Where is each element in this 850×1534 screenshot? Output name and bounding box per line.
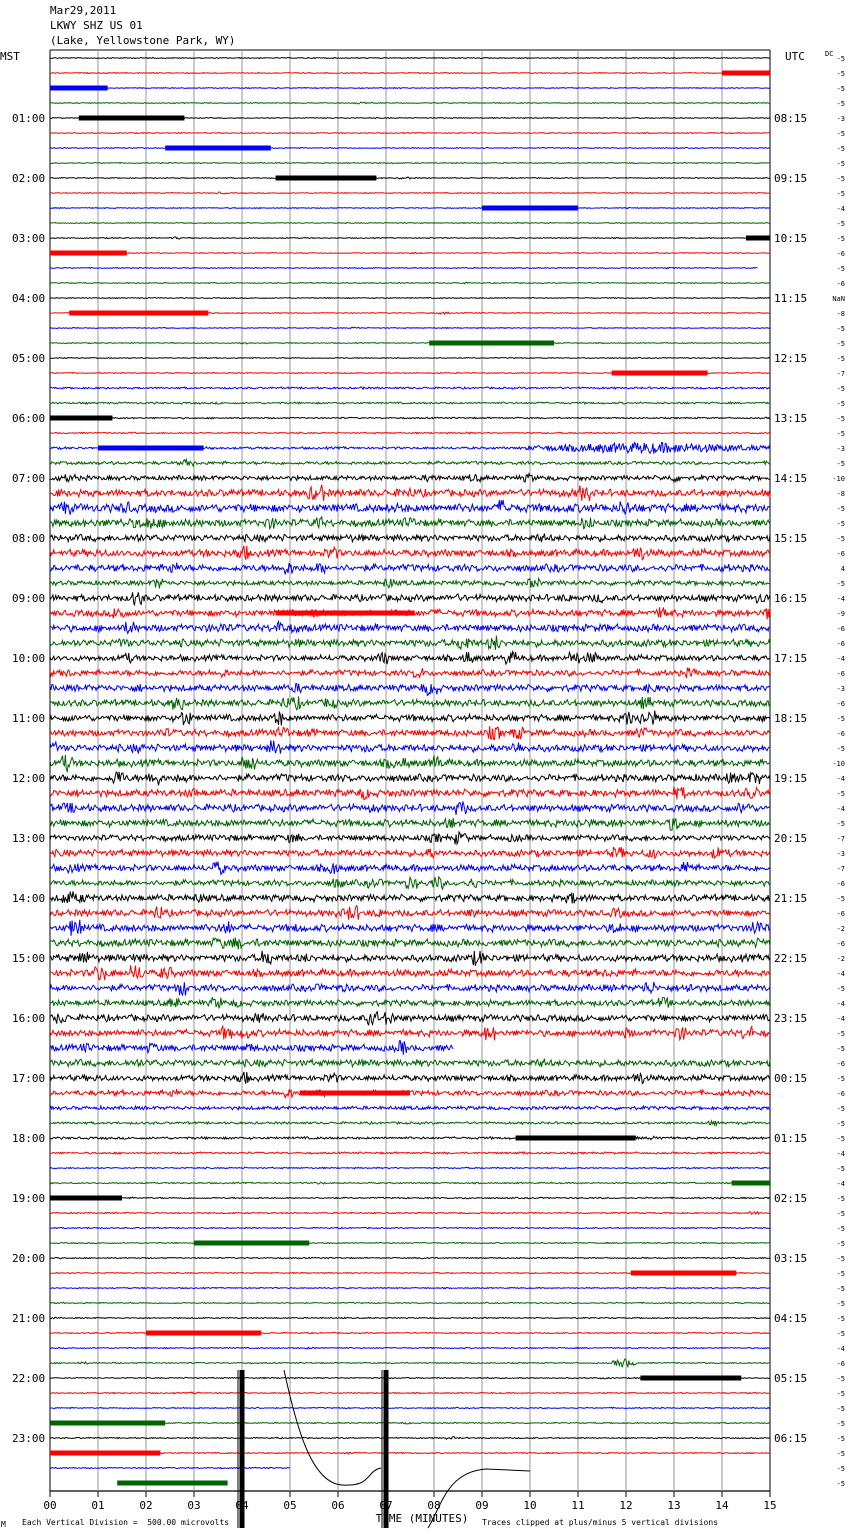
dc-offset-value: -5	[836, 130, 845, 138]
mst-hour-label: 08:00	[12, 532, 46, 545]
corner-mark: M	[1, 1520, 6, 1529]
seismic-trace	[50, 696, 770, 709]
dc-offset-value: -5	[836, 1255, 845, 1263]
station-code: LKWY SHZ US 01	[50, 19, 143, 32]
dc-offset-value: -5	[836, 1120, 845, 1128]
seismic-trace	[50, 563, 770, 575]
calibration-pulse	[50, 1421, 165, 1426]
seismic-trace	[50, 1121, 770, 1126]
mst-hour-label: 09:00	[12, 592, 46, 605]
dc-offset-value: -5	[836, 790, 845, 798]
seismic-trace	[50, 786, 770, 799]
seismic-trace	[50, 1302, 770, 1303]
x-axis-title: TIME (MINUTES)	[375, 1512, 469, 1525]
utc-hour-label: 18:15	[774, 712, 808, 725]
dc-offset-value: -5	[836, 1045, 845, 1053]
dc-offset-value: -5	[836, 1225, 845, 1233]
seismic-trace	[50, 684, 770, 696]
utc-hour-label: 15:15	[774, 532, 808, 545]
dc-offset-value: -6	[836, 700, 845, 708]
dc-offset-value: -5	[836, 1285, 845, 1293]
dc-offset-value: -5	[836, 160, 845, 168]
utc-hour-label: 02:15	[774, 1192, 808, 1205]
dc-offset-value: -5	[836, 1315, 845, 1323]
seismic-trace	[50, 459, 770, 466]
x-tick-label: 08	[427, 1499, 441, 1512]
dc-offset-value: -5	[836, 820, 845, 828]
calibration-pulse	[165, 146, 271, 151]
dc-offset-value: -5	[836, 145, 845, 153]
seismic-trace	[50, 1227, 770, 1228]
dc-offset-value: -5	[836, 535, 845, 543]
dc-offset-value: -4	[836, 205, 845, 213]
dc-offset-value: -5	[836, 55, 845, 63]
utc-hour-label: 16:15	[774, 592, 808, 605]
dc-offset-value: -4	[836, 595, 845, 603]
seismic-trace	[50, 485, 770, 501]
record-date: Mar29,2011	[50, 4, 117, 17]
x-tick-label: 13	[667, 1499, 681, 1512]
dc-offset-value: -3	[836, 850, 845, 858]
dc-offset-value: -5	[836, 415, 845, 423]
seismic-traces	[50, 58, 770, 1529]
x-tick-label: 02	[139, 1499, 153, 1512]
mst-hour-label: 17:00	[12, 1072, 46, 1085]
seismic-trace	[50, 1167, 770, 1169]
seismic-trace	[50, 327, 770, 328]
seismic-trace	[50, 832, 770, 845]
dc-offset-value: -5	[836, 1465, 845, 1473]
dc-offset-value: -4	[836, 655, 845, 663]
dc-offset-value: -6	[836, 910, 845, 918]
x-tick-label: 12	[619, 1499, 633, 1512]
mst-hour-label: 05:00	[12, 352, 46, 365]
seismic-trace	[50, 772, 770, 786]
seismic-trace	[50, 357, 770, 358]
dc-offset-value: -8	[836, 310, 845, 318]
seismic-trace	[50, 847, 770, 858]
dc-offset-value: -5	[836, 1420, 845, 1428]
division-scale-note: Each Vertical Division = 500.00 microvolts	[22, 1518, 230, 1527]
dc-offset-value: -10	[832, 475, 845, 483]
drift-curve	[284, 1370, 530, 1528]
dc-offset-value: -5	[836, 235, 845, 243]
dc-offset-value: -10	[832, 760, 845, 768]
dc-offset-value: -5	[836, 190, 845, 198]
dc-offset-value: -5	[836, 1375, 845, 1383]
dc-offset-value: -7	[836, 370, 845, 378]
dc-offset-value: -5	[836, 985, 845, 993]
utc-hour-label: 23:15	[774, 1012, 808, 1025]
seismic-trace	[50, 622, 770, 634]
dc-offset-value: -5	[836, 1165, 845, 1173]
seismic-trace	[50, 1012, 770, 1025]
dc-offset-value: -3	[836, 115, 845, 123]
x-tick-label: 00	[43, 1499, 57, 1512]
clip-note: Traces clipped at plus/minus 5 vertical divisions	[482, 1518, 719, 1527]
dc-offset-value: -6	[836, 1060, 845, 1068]
dc-offset-value: -6	[836, 670, 845, 678]
mst-hour-label: 12:00	[12, 772, 46, 785]
dc-offset-value: -8	[836, 490, 845, 498]
seismic-trace	[50, 1026, 770, 1040]
x-tick-label: 10	[523, 1499, 537, 1512]
utc-hour-label: 20:15	[774, 832, 808, 845]
mst-hour-label: 13:00	[12, 832, 46, 845]
seismic-trace	[50, 652, 770, 665]
seismic-trace	[50, 163, 770, 164]
calibration-pulse	[612, 371, 708, 376]
mst-hour-label: 23:00	[12, 1432, 46, 1445]
station-location: (Lake, Yellowstone Park, WY)	[50, 34, 236, 47]
mst-hour-label: 14:00	[12, 892, 46, 905]
x-tick-label: 09	[475, 1499, 489, 1512]
dc-offset-value: -5	[836, 1240, 845, 1248]
dc-offset-value: -5	[836, 100, 845, 108]
seismic-trace	[50, 891, 770, 903]
seismic-trace	[50, 1106, 770, 1110]
dc-offset-value: NaN	[832, 295, 845, 303]
dc-offset-value: -5	[836, 1330, 845, 1338]
seismic-trace	[50, 534, 770, 542]
calibration-pulse	[640, 1376, 741, 1381]
mst-hour-label: 16:00	[12, 1012, 46, 1025]
seismic-trace	[50, 1242, 770, 1243]
seismic-trace	[50, 938, 770, 950]
seismic-trace	[50, 711, 770, 726]
dc-offset-value: -4	[836, 1150, 845, 1158]
x-tick-label: 04	[235, 1499, 249, 1512]
calibration-pulse	[50, 86, 108, 91]
x-tick-label: 06	[331, 1499, 345, 1512]
utc-hour-label: 11:15	[774, 292, 808, 305]
mst-hour-label: 01:00	[12, 112, 46, 125]
seismic-trace	[50, 726, 770, 739]
dc-offset-value: -5	[836, 1405, 845, 1413]
calibration-pulse	[516, 1136, 636, 1141]
calibration-pulse	[146, 1331, 261, 1336]
seismic-trace	[50, 402, 770, 404]
seismic-trace	[50, 1437, 770, 1439]
left-timezone-label: MST	[0, 50, 20, 63]
dc-offset-value: -5	[836, 1210, 845, 1218]
seismic-trace	[50, 237, 770, 239]
calibration-pulse	[722, 71, 770, 76]
seismic-trace	[50, 636, 770, 650]
seismic-trace	[50, 343, 770, 345]
seismic-trace	[50, 1392, 770, 1394]
dc-offset-value: -6	[836, 550, 845, 558]
dc-offset-value: -4	[836, 805, 845, 813]
dc-offset-value: -5	[836, 1435, 845, 1443]
seismic-trace	[50, 417, 770, 419]
dc-offset-value: -6	[836, 640, 845, 648]
dc-offset-value: -7	[836, 835, 845, 843]
mst-hour-label: 20:00	[12, 1252, 46, 1265]
calibration-pulse	[50, 1196, 122, 1201]
dc-offset-value: -2	[836, 955, 845, 963]
dc-offset-value: -6	[836, 880, 845, 888]
dc-offset-value: -6	[836, 1090, 845, 1098]
x-tick-label: 14	[715, 1499, 729, 1512]
dc-offset-value: -4	[836, 1000, 845, 1008]
dc-offset-value: -5	[836, 70, 845, 78]
seismic-trace	[50, 1359, 770, 1368]
mst-hour-label: 21:00	[12, 1312, 46, 1325]
dc-offset-value: -6	[836, 280, 845, 288]
calibration-pulse	[79, 116, 185, 121]
seismic-trace	[50, 474, 770, 482]
dc-offset-value: -5	[836, 1270, 845, 1278]
calibration-pulse	[300, 1091, 410, 1096]
dc-offset-value: -4	[836, 1180, 845, 1188]
dc-offset-value: -5	[836, 400, 845, 408]
seismic-trace	[50, 740, 770, 753]
mst-hour-label: 02:00	[12, 172, 46, 185]
calibration-pulse	[50, 1451, 160, 1456]
dc-offset-value: -5	[836, 1300, 845, 1308]
dc-offset-value: -5	[836, 895, 845, 903]
calibration-pulse	[69, 311, 208, 316]
dc-offset-value: -5	[836, 1105, 845, 1113]
seismic-trace	[50, 207, 770, 208]
seismic-trace	[50, 1072, 770, 1084]
utc-hour-label: 10:15	[774, 232, 808, 245]
mst-hour-label: 11:00	[12, 712, 46, 725]
dc-offset-value: -6	[836, 940, 845, 948]
mst-hour-label: 04:00	[12, 292, 46, 305]
utc-hour-label: 17:15	[774, 652, 808, 665]
calibration-pulse	[276, 611, 415, 616]
calibration-pulse	[631, 1271, 737, 1276]
utc-hour-label: 00:15	[774, 1072, 808, 1085]
dc-offset-value: -5	[836, 1450, 845, 1458]
seismic-trace	[50, 1059, 770, 1067]
seismic-trace	[50, 1136, 770, 1139]
utc-hour-label: 14:15	[774, 472, 808, 485]
mst-hour-label: 19:00	[12, 1192, 46, 1205]
seismic-trace	[50, 578, 770, 588]
seismic-trace	[50, 668, 770, 679]
seismic-trace	[50, 282, 770, 284]
seismic-trace	[50, 862, 770, 875]
dc-offset-value: -5	[836, 460, 845, 468]
calibration-pulse	[117, 1481, 227, 1486]
seismic-trace	[50, 177, 770, 179]
utc-hour-label: 09:15	[774, 172, 808, 185]
calibration-pulse	[429, 341, 554, 346]
dc-offset-value: -5	[836, 715, 845, 723]
dc-offset-value: -5	[836, 175, 845, 183]
mst-hour-label: 03:00	[12, 232, 46, 245]
seismic-trace	[50, 982, 770, 996]
seismic-trace	[50, 801, 770, 814]
seismic-trace	[50, 755, 770, 771]
utc-hour-label: 21:15	[774, 892, 808, 905]
dc-offset-value: -5	[836, 85, 845, 93]
calibration-pulse	[194, 1241, 309, 1246]
seismic-trace	[50, 432, 770, 434]
seismic-trace	[50, 500, 770, 515]
seismic-trace	[50, 252, 770, 254]
seismic-trace	[50, 58, 770, 59]
utc-hour-label: 13:15	[774, 412, 808, 425]
calibration-pulse	[276, 176, 377, 181]
x-tick-label: 07	[379, 1499, 393, 1512]
seismic-trace	[50, 88, 770, 89]
dc-offset-value: -5	[836, 430, 845, 438]
dc-offset-value: -5	[836, 1030, 845, 1038]
utc-hour-label: 05:15	[774, 1372, 808, 1385]
dc-offset-value: 4	[840, 565, 845, 573]
dc-offset-value: -3	[836, 445, 845, 453]
right-timezone-label: UTC	[785, 50, 805, 63]
dc-offset-value: -4	[836, 775, 845, 783]
seismic-trace	[50, 877, 770, 889]
calibration-pulse	[50, 251, 127, 256]
seismic-trace	[50, 147, 770, 148]
seismic-trace	[50, 906, 770, 920]
seismic-trace	[50, 1041, 453, 1055]
utc-hour-label: 12:15	[774, 352, 808, 365]
seismic-trace	[50, 965, 770, 980]
dc-offset-value: -5	[836, 1135, 845, 1143]
utc-hour-label: 01:15	[774, 1132, 808, 1145]
dc-offset-value: -9	[836, 610, 845, 618]
dc-offset-value: -5	[836, 1195, 845, 1203]
seismic-trace	[50, 1257, 770, 1259]
dc-offset-value: -7	[836, 865, 845, 873]
utc-hour-label: 22:15	[774, 952, 808, 965]
mst-hour-label: 07:00	[12, 472, 46, 485]
seismic-trace	[50, 1197, 770, 1199]
utc-hour-label: 04:15	[774, 1312, 808, 1325]
mst-hour-label: 06:00	[12, 412, 46, 425]
seismic-trace	[50, 102, 770, 104]
dc-offset-value: -6	[836, 730, 845, 738]
dc-offset-value: -5	[836, 1390, 845, 1398]
x-tick-label: 03	[187, 1499, 201, 1512]
utc-hour-label: 08:15	[774, 112, 808, 125]
calibration-pulse	[482, 206, 578, 211]
seismic-trace	[50, 1212, 770, 1215]
seismic-trace	[50, 951, 770, 966]
seismic-trace	[50, 920, 770, 936]
seismic-trace	[50, 298, 770, 299]
seismic-trace	[50, 133, 770, 134]
utc-hour-label: 06:15	[774, 1432, 808, 1445]
mst-hour-label: 22:00	[12, 1372, 46, 1385]
dc-offset-value: -6	[836, 1360, 845, 1368]
calibration-pulse	[746, 236, 770, 241]
utc-hour-label: 03:15	[774, 1252, 808, 1265]
dc-offset-value: -5	[836, 1480, 845, 1488]
calibration-pulse	[50, 416, 112, 421]
mst-hour-label: 10:00	[12, 652, 46, 665]
dc-offset-value: -5	[836, 745, 845, 753]
calibration-pulse	[732, 1181, 770, 1186]
seismic-trace	[50, 1317, 770, 1319]
seismic-trace	[50, 592, 770, 605]
dc-offset-value: -3	[836, 685, 845, 693]
dc-offset-value: -4	[836, 1345, 845, 1353]
seismic-trace	[50, 387, 770, 389]
x-tick-label: 15	[763, 1499, 777, 1512]
dc-offset-value: -5	[836, 340, 845, 348]
dc-offset-header: DC	[825, 50, 834, 58]
dc-offset-value: -6	[836, 625, 845, 633]
seismic-trace	[50, 223, 770, 224]
seismic-trace	[50, 72, 770, 73]
seismic-trace	[50, 1467, 290, 1468]
seismic-trace	[50, 1152, 770, 1154]
dc-offset-value: -5	[836, 385, 845, 393]
dc-offset-value: -5	[836, 220, 845, 228]
dc-offset-value: -6	[836, 250, 845, 258]
seismic-trace	[50, 1182, 770, 1184]
dc-offset-value: -5	[836, 580, 845, 588]
dc-offset-value: -5	[836, 1075, 845, 1083]
mst-hour-label: 15:00	[12, 952, 46, 965]
x-tick-label: 01	[91, 1499, 105, 1512]
dc-offset-value: -2	[836, 925, 845, 933]
mst-hour-label: 18:00	[12, 1132, 46, 1145]
seismic-trace	[50, 546, 770, 560]
dc-offset-value: -5	[836, 505, 845, 513]
seismic-trace	[50, 997, 770, 1008]
dc-offset-value: -4	[836, 970, 845, 978]
seismic-trace	[50, 818, 770, 830]
seismic-trace	[50, 1287, 770, 1288]
seismic-trace	[50, 516, 770, 528]
dc-offset-value: -5	[836, 520, 845, 528]
dc-offset-value: -5	[836, 355, 845, 363]
dc-offset-value: -5	[836, 325, 845, 333]
x-tick-label: 11	[571, 1499, 585, 1512]
seismic-trace	[50, 1407, 770, 1408]
x-tick-label: 05	[283, 1499, 297, 1512]
seismic-trace	[50, 267, 758, 268]
calibration-pulse	[98, 446, 204, 451]
dc-offset-value: -5	[836, 265, 845, 273]
utc-hour-label: 19:15	[774, 772, 808, 785]
seismic-trace	[50, 1347, 770, 1349]
seismic-trace	[50, 192, 770, 194]
dc-offset-value: -4	[836, 1015, 845, 1023]
